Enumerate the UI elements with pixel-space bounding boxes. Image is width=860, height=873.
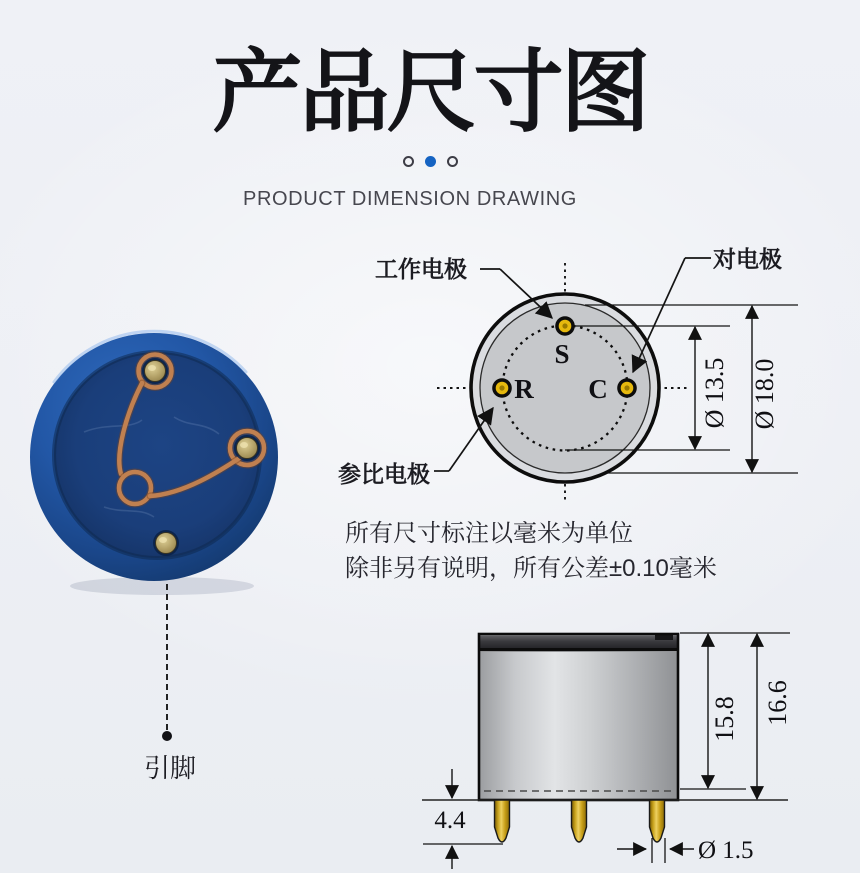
electrode-pad-s [555,316,575,336]
top-view-drawing [330,235,840,520]
pin-socket [234,435,260,461]
label-working-electrode: 工作电极 [375,256,467,282]
dim-text-body-height: 15.8 [710,696,739,742]
pin-leader-line [166,584,168,730]
pin-leader-dot-icon [162,731,172,741]
electrode-pad-c [617,378,637,398]
sensor-photo [14,322,314,607]
sensor-cap [479,636,678,649]
side-view-drawing [410,618,810,873]
sensor-body [479,634,678,800]
pin-socket [142,358,168,384]
carousel-dot-icon [403,156,414,167]
sensor-pins [495,800,665,842]
pad-letter-r: R [514,374,534,404]
pin-label: 引脚 [143,753,196,783]
pin [495,800,510,842]
pin [650,800,665,842]
dim-text-pin-length: 4.4 [434,807,466,834]
note-line-2: 除非另有说明，所有公差±0.10毫米 [345,555,717,582]
dim-text-pin-diameter: Ø 1.5 [698,837,754,864]
pad-letter-c: C [588,374,608,404]
pad-letter-s: S [554,339,570,369]
label-counter-electrode: 对电极 [713,246,782,272]
carousel-dots [0,156,860,167]
dimension-notes [345,516,717,586]
carousel-dot-icon [447,156,458,167]
note-line-1: 所有尺寸标注以毫米为单位 [345,520,633,547]
dim-text-pitch: Ø 13.5 [700,357,729,429]
page-subtitle: PRODUCT DIMENSION DRAWING [243,188,577,210]
dim-text-total-height: 16.6 [763,680,792,726]
page-title: 产品尺寸图 [212,43,648,143]
pin-socket [153,530,179,556]
carousel-dot-active-icon [425,156,436,167]
electrode-pad-r [492,378,512,398]
cap-notch [655,635,673,640]
pin [572,800,587,842]
dim-text-outer: Ø 18.0 [750,358,779,430]
label-reference-electrode: 参比电极 [338,461,430,487]
